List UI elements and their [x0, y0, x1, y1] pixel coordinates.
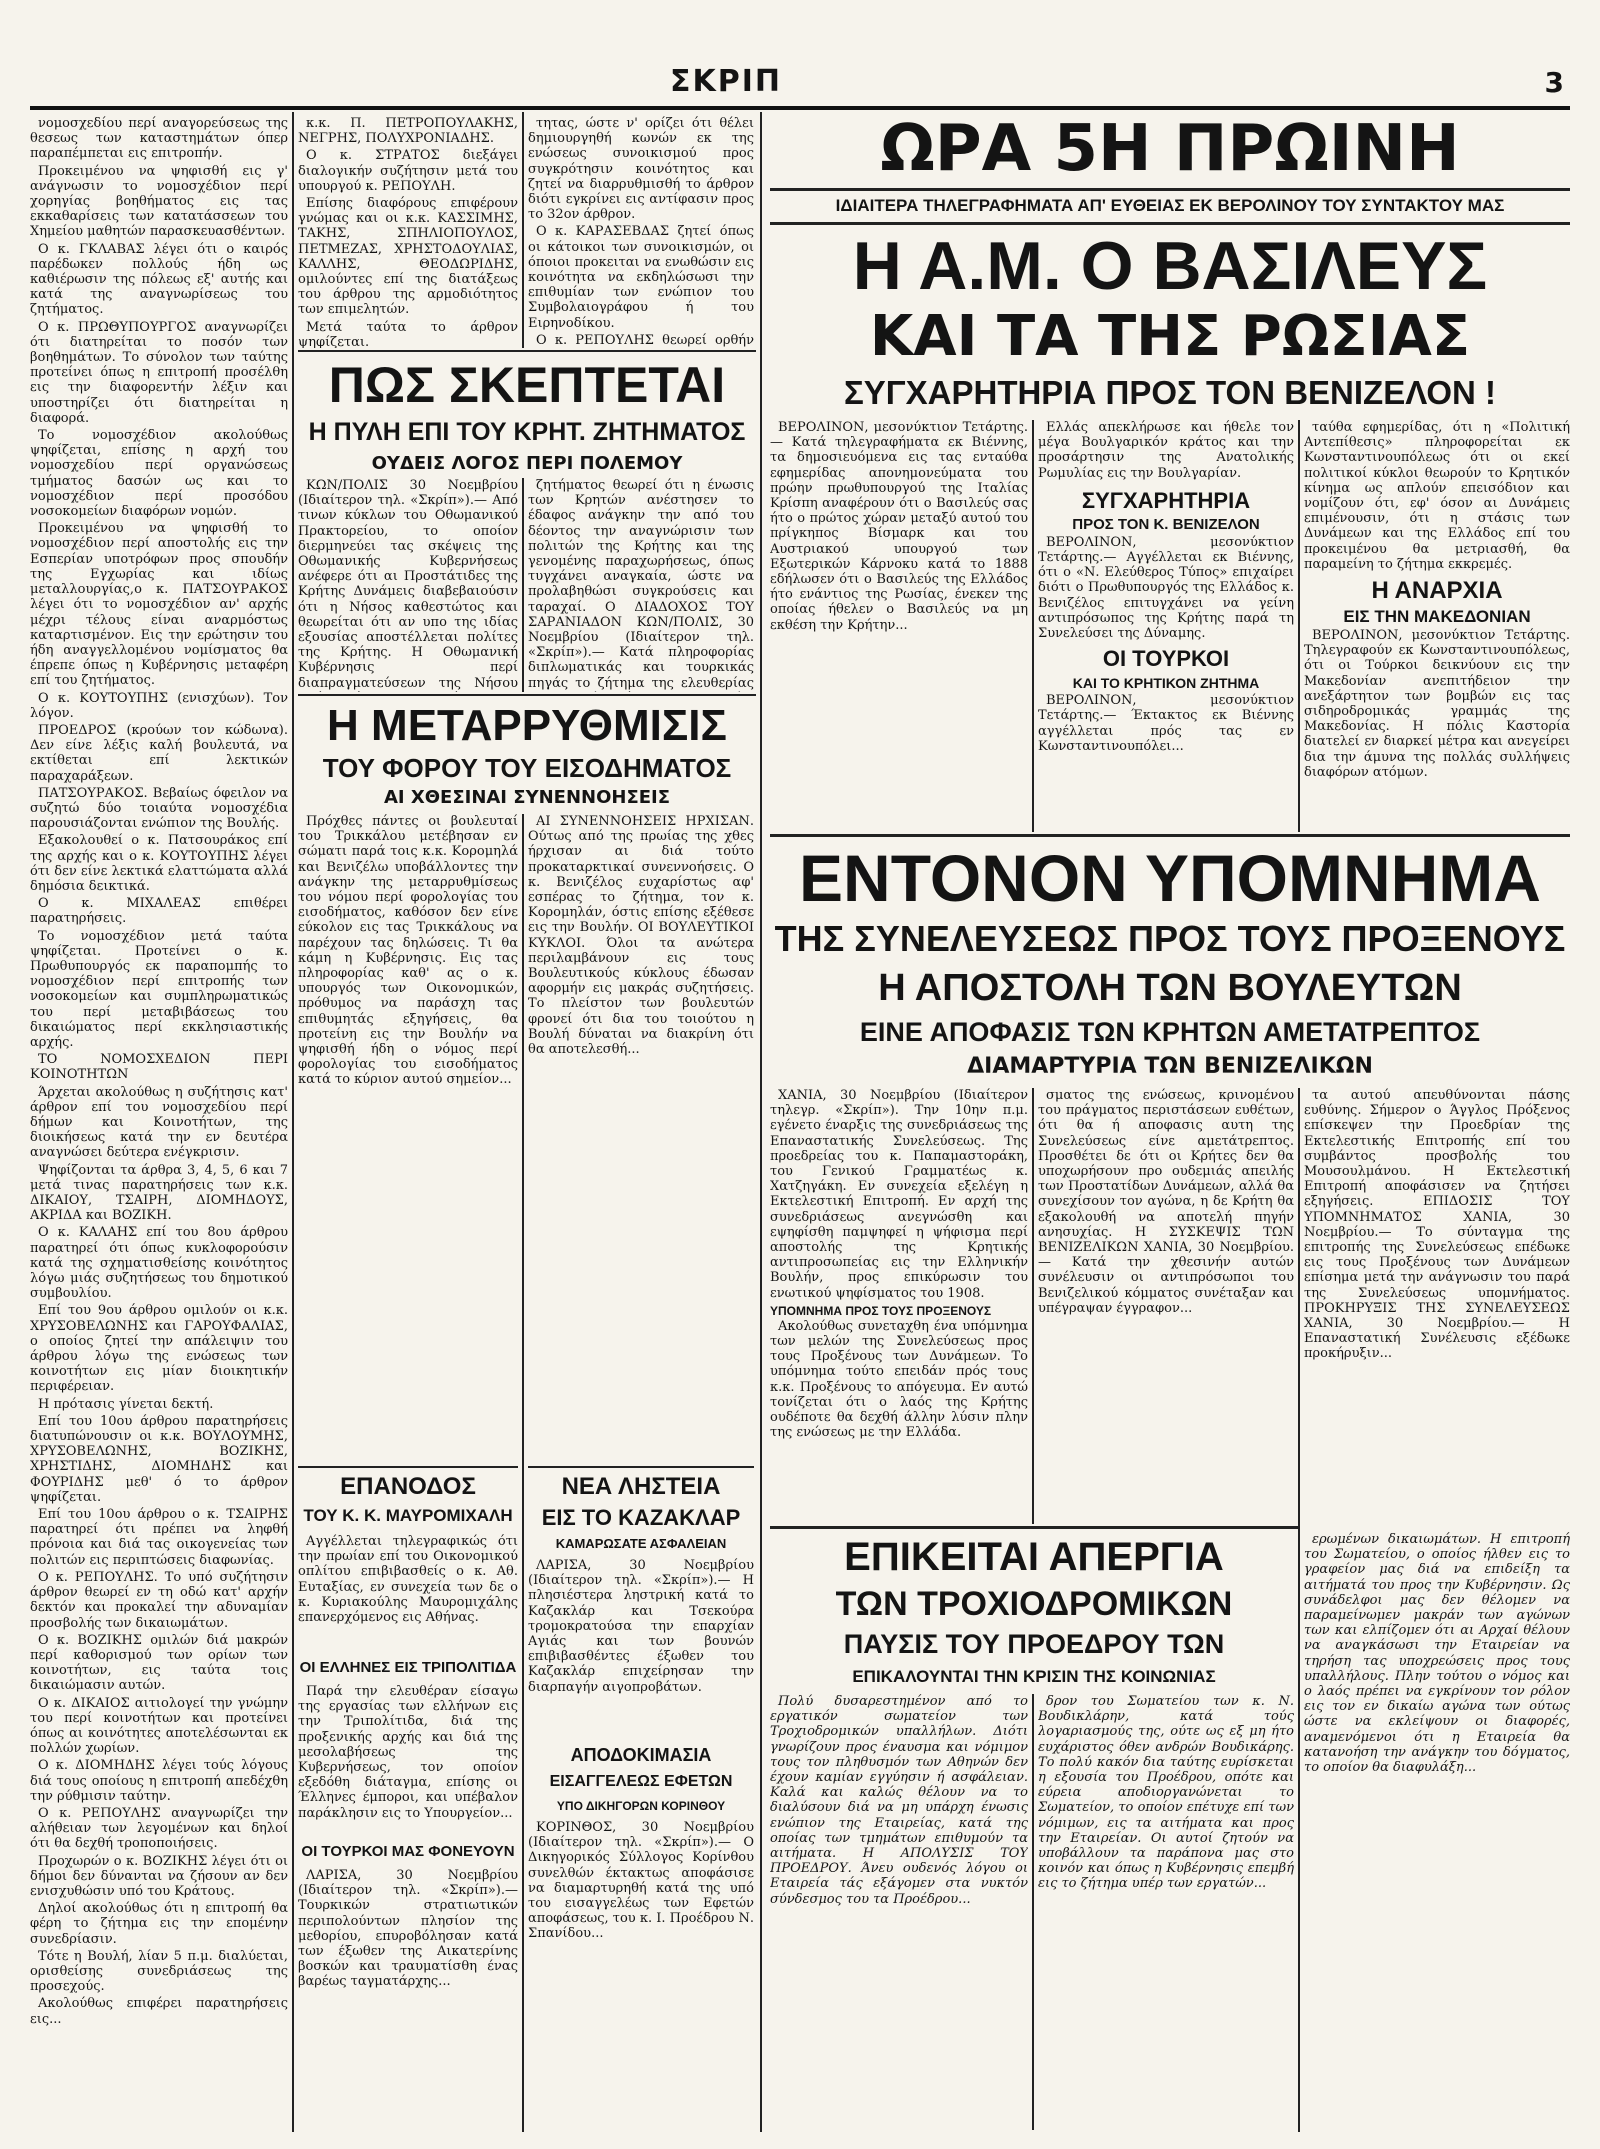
col1-paragraph: Ψηφίζονται τα άρθρα 3, 4, 5, 6 και 7 μετά τινας παρατηρήσεις των κ.κ. ΔΙΚΑΙΟΥ, ΤΣΑΙΡΗ, ΔΙΟΜΗΔΟΥΣ, ΑΚΡΙΔΑ και ΒΟΖΙΚΗ. [30, 1162, 288, 1224]
strike-text-b: δρον του Σωματείου των κ. Ν. Βουδικλάρην, κατά τούς λογαριασμούς της, ούτε ως εξ μη ήτο ευχάριστος όθεν ανδρών Βουδικάρης. Το πολύ κακόν δια ταύτης ευρίσκεται η εξουσία του Προέδρου, οπότε και εύρεια αποδιοργανώνεται το Σωματείον, το οποίον επέτυχε επί των νόμιμων, εις τα αιτήματα και προς την Εταιρείαν. Οι αυτοί ζητούν να υποβάλλουν τα παράπονα μας στο κοινόν και όπως η Κυβέρνησις επεμβή εις το ζήτημα υπέρ των εργατών... [1038, 1694, 1294, 1892]
headline-epanodos: ΕΠΑΝΟΔΟΣ [340, 1473, 476, 1500]
col1-paragraph: Ακολούθως επιφέρει παρατηρήσεις εις... [30, 1996, 288, 2027]
top-col-b [1038, 420, 1294, 832]
subhead-ypomnima: ΥΠΟΜΝΗΜΑ ΠΡΟΣ ΤΟΥΣ ΠΡΟΞΕΝΟΥΣ [770, 1303, 992, 1318]
col3-paragraph: Ο κ. ΡΕΠΟΥΛΗΣ θεωρεί ορθήν [536, 332, 754, 348]
strap-telegrams: ΙΔΙΑΙΤΕΡΑ ΤΗΛΕΓΡΑΦΗΜΑΤΑ ΑΠ' ΕΥΘΕΙΑΣ ΕΚ ΒΕΡΟΛΙΝΟΥ ΤΟΥ ΣΥΝΤΑΚΤΟΥ ΜΑΣ [835, 196, 1505, 215]
column-divider [760, 112, 762, 2132]
col1-paragraph: Επί του 10ου άρθρου ο κ. ΤΣΑΙΡΗΣ παρατηρεί ότι πρέπει να ληφθή πρόνοια και διά τας οικογενείας των πολιτών εις περιπτώσεις διαφωνίας. [30, 1507, 288, 1568]
top-text-b1: Ελλάς απεκλήρωσε και ήθελε τον μέγα Βουλγαρικόν κράτος και την προσάρτησιν της Ανατολικής Ρωμυλίας εις την Βουλγαρίαν. [1038, 420, 1294, 481]
strike-col-b [1038, 1694, 1294, 2130]
col1-paragraph: Το νομοσχέδιον μετά ταύτα ψηφίζεται. Προτείνει ο κ. Πρωθυπουργός εκ παραπομπής το νομοσχέδιον περί επιτροπής των νοσοκομείων και συμπληρωματικώς του περί μεταβιβάσεως του δικαιώματος περί εκκλησιαστικής αρχής. [30, 928, 288, 1050]
strike-text-c: ερωμένων δικαιωμάτων. Η επιτροπή του Σωματείου, ο οποίος ήλθεν εις το γραφείον μας διά να επιδείξη τα αιτήματά του προς την Κυβέρνησιν. Ως συνάδελφοι μας δεν θέλομεν να παραμείνωμεν μακράν των αγώνων των και ελπίζομεν ότι αι Αρχαί θέλουν να αναγκάσωσι την Εταιρείαν να τηρήση τας υποχρεώσεις προς τους υπαλλήλους. Πλην τούτου ο νόμος και ο λαός πρέπει να εγκρίνουν τον ρόλον εις τον εν δικαίω αγώνα των ούτως ώστε να εκλείψουν οι διαφορές, αναμενόμενοι ότι η Εταιρεία θα κατανοήση την ανάγκην του δόγματος, το οποίον θα διαφυλάξη... [1304, 1532, 1570, 1776]
headline-pafsis-proedrou: ΠΑΥΣΙΣ ΤΟΥ ΠΡΟΕΔΡΟΥ ΤΩΝ [843, 1629, 1225, 1659]
headline-skepteti: ΠΩΣ ΣΚΕΠΤΕΤΑΙ [328, 357, 726, 413]
col1-paragraph: ΤΟ ΝΟΜΟΣΧΕΔΙΟΝ ΠΕΡΙ ΚΟΙΝΟΤΗΤΩΝ [30, 1052, 288, 1083]
left-column-3-paragraphs [528, 116, 754, 348]
headline-mavromichali: ΤΟΥ Κ. Κ. ΜΑΥΡΟΜΙΧΑΛΗ [303, 1506, 513, 1525]
subhead-asfaleian: ΚΑΜΑΡΩΣΑΤΕ ΑΣΦΑΛΕΙΑΝ [555, 1536, 727, 1551]
listeia-paragraph: ΛΑΡΙΣΑ, 30 Νοεμβρίου (Ιδιαίτερον τηλ. «Σκρίπ»).— Η πλησιέστερα ληστρική κατά το Καζακλάρ και Τσεκούρα τρομοκρατούσα την επαρχίαν Αγιάς και των βουνών επιβιβασθέντες έξωθεν του Καζακλάρ επιχείρησαν την διαρπαγήν αιγοπροβάτων. [528, 1558, 754, 1695]
col1-paragraph: Άρχεται ακολούθως η συζήτησις κατ' άρθρον επί του νομοσχεδίου περί δήμων και Κοινοτήτων, της διοικήσεως κατά την εν δευτέρα αναγνώσει δεύτερα ενέγκρισιν. [30, 1084, 288, 1161]
section-rule [298, 1466, 518, 1468]
ent-text-b: σματος της ενώσεως, κρινομένου του πράγματος περιστάσεων ευθέτων, ότι θα ή αποφασις αυτη της Συνελεύσεως είνε αμετάτρεπτος. Προσθέτει δε ότι οι Κρήτες δεν θα υποχωρήσουν προ ουδεμιάς απειλής των Προστατίδων Δυνάμεων, αλλά θα συνεχίσουν τον αγώνα, η δε Κρήτη θα εξακολουθή να αποτελή πηγήν ανησυχίας. Η ΣΥΣΚΕΨΙΣ ΤΩΝ ΒΕΝΙΖΕΛΙΚΩΝ ΧΑΝΙΑ, 30 Νοεμβρίου.— Κατά την χθεσινήν αυτών συνέλευσιν οι αντιπρόσωποι του Βενιζελικού κόμματος συνέταξαν και υπέγραψαν έγγραφον... [1038, 1088, 1294, 1316]
newspaper-name: ΣΚΡΙΠ [670, 64, 782, 99]
col1-paragraph: Ο κ. ΚΟΥΤΟΥΠΗΣ (ενισχύων). Τον λόγον. [30, 690, 288, 721]
strike-text-a: Πολύ δυσαρεστημένον από το εργατικόν σωματείον των Τροχιοδρομικών υπαλλήλων. Διότι γνωρίζουν προς έναυσμα και νόμιμον τους τον πληθυσμόν των Αθηνών δεν έχουν καμίαν εγγύησιν ή ασφάλειαν. Καλά και καλώς θέλουν να το διαλύσουν διά να μη υπάρχη ένωσις ενώπιον της Εταιρείας, κατά της οποίας των τμημάτων επιθυμούν τα αιτήματα. Η ΑΠΟΛΥΣΙΣ ΤΟΥ ΠΡΟΕΔΡΟΥ. Άνευ ουδενός λόγου οι Εταιρεία τάς εξάγομεν στα νυκτόν σύνδεσμος του τα Προέδρου... [770, 1694, 1028, 1907]
headline-metarrythmisis: Η ΜΕΤΑΡΡΥΘΜΙΣΙΣ [327, 701, 727, 750]
masthead [30, 64, 1570, 104]
subhead-diamartyria: ΔΙΑΜΑΡΤΥΡΙΑ ΤΩΝ ΒΕΝΙΖΕΛΙΚΩΝ [967, 1054, 1373, 1079]
col1-paragraph: νομοσχεδίου περί αναγορεύσεως της θεσεως των καταστημάτων όπερ παραπέμπεται εις επιτροπήν. [30, 116, 288, 162]
column-divider [1032, 420, 1034, 832]
epanodos-text [298, 1534, 518, 1654]
subhead-no-war: ΟΥΔΕΙΣ ΛΟΓΟΣ ΠΕΡΙ ΠΟΛΕΜΟΥ [371, 453, 683, 474]
tourkoi-paragraph: ΛΑΡΙΣΑ, 30 Νοεμβρίου (Ιδιαίτερον τηλ. «Σκρίπ»).— Τουρκικών στρατιωτικών περιπολούντων πλησίον της μεθορίου, επυροβόλησαν κατά των έξωθεν της Αικατερίνης βοσκών και τραυματίσθη ένας βαρέως ταγματάρχης... [298, 1868, 518, 1990]
top-col-c [1304, 420, 1570, 832]
column-divider [292, 112, 294, 2132]
section-rule [770, 1526, 1298, 1529]
page-number: 3 [1544, 66, 1564, 99]
column-divider [522, 112, 524, 348]
metar-col-b [528, 814, 754, 1464]
col2-paragraph: Μετά ταύτα το άρθρον ψηφίζεται. [298, 319, 518, 348]
col2-paragraph: Επίσης διαφόρους επιφέρουν γνώμας και οι κ.κ. ΚΑΣΣΙΜΗΣ, ΤΑΚΗΣ, ΣΠΗΛΙΟΠΟΥΛΟΣ, ΠΕΤΜΕΖΑΣ, ΧΡΗΣΤΟΔΟΥΛΙΑΣ, ΚΑΛΛΗΣ, ΘΕΟΔΩΡΙΔΗΣ, ομιλούντες επί της διατάξεως του άρθρου της αρμοδιότητος των επιμελητών. [298, 196, 518, 318]
left-column-1-paragraphs [30, 116, 288, 2027]
subhead-krisin-koinonias: ΕΠΙΚΑΛΟΥΝΤΑΙ ΤΗΝ ΚΡΙΣΙΝ ΤΗΣ ΚΟΙΝΩΝΙΑΣ [852, 1667, 1216, 1686]
col2-paragraph: Ο κ. ΣΤΡΑΤΟΣ διεξάγει διαλογικήν συζήτησιν μετά του υπουργού κ. ΡΕΠΟΥΛΗ. [298, 148, 518, 194]
col1-paragraph: Τότε η Βουλή, λίαν 5 π.μ. διαλύεται, ορισθείσης συνεδριάσεως της προσεχούς. [30, 1948, 288, 1995]
section-rule [528, 1466, 754, 1468]
metar-text-b: ΑΙ ΣΥΝΕΝΝΟΗΣΕΙΣ ΗΡΧΙΣΑΝ. Ούτως από της πρωίας της χθες ήρχισαν αι διά τούτο προκαταρκτικαί συνεννοήσεις. Ο κ. Βενιζέλος ευχαρίστως αφ' εσπέρας το ζήτημα, τον κ. Κορομηλάν, όστις επίσης εξέθεσε εις την Βουλήν. ΟΙ ΒΟΥΛΕΥΤΙΚΟΙ ΚΥΚΛΟΙ. Όλοι τα ανώτερα περιλαμβάνουν εις τους Βουλευτικούς κύκλους έδωσαν αφορμήν εις μακράς συζητήσεις. Το πλείστον των βουλευτών φρονεί ότι δια του τοιούτου η Βουλή δύναται να διακρίνη ότι θα αποτελεσθή... [528, 814, 754, 1058]
section-rule [298, 694, 756, 696]
headline-anarchia: Η ΑΝΑΡΧΙΑ [1371, 577, 1503, 605]
col1-paragraph: Προκειμένου να ψηφισθή το νομοσχέδιον περί αποστολής εις την Εσπερίαν υποτρόφων προς σπουδήν της Εγχωρίας και ιδίως μεταλλουργίας,ο κ. ΠΑΤΣΟΥΡΑΚΟΣ λέγει ότι το νομοσχέδιον αν' αρχής μέχρι τέλους είναι αναρμόστως καταρτισμένον. Εις την ερώτησιν του ήδη αναγγελλομένου νομίσματος θα έπρεπε όπως η Κυβέρνησις μεταφέρη επί του ζητήματος. [30, 521, 288, 689]
ent-col-b [1038, 1088, 1294, 1524]
top-text-c2: ΒΕΡΟΛΙΝΟΝ, μεσονύκτιον Τετάρτης. Τηλεγραφούν εκ Κωνσταντινουπόλεως, ότι οι Τούρκοι δεικνύουν εις την Μακεδονίαν ανεπιτήδειον την ανεξάρτητον των βομβών εις τας σιδηροδρομικάς γραμμάς της Μακεδονίας. Η πόλις Καστορία διατελεί εν διαρκεί μέτρα και ανεγείρει δια την άμυνα της πολλάς συλλήψεις διαφόρων ατόμων. [1304, 628, 1570, 780]
ent-text-a1: ΧΑΝΙΑ, 30 Νοεμβρίου (Ιδιαίτερον τηλεγρ. «Σκρίπ»). Την 10ην π.μ. εγένετο έναρξις της συνεδριάσεως της Επαναστατικής Συνελεύσεως. Της προεδρείας του κ. Παπαμαστοράκη, του Γενικού Γραμματέως κ. Χατζηγάκη. Εν συνεχεία εξελέγη η Εκτελεστική Επιτροπή. Εν αρχή της συνεδριάσεως ανεγνώσθη και εψηφίσθη παμψηφεί η ψήφισμα περί αποστολής της Κρητικής αντιπροσωπείας εις την Ελληνικήν Βουλήν, προς επικύρωσιν του ενωτικού ψηφίσματος του 1908. [770, 1088, 1028, 1301]
strike-col-c [1304, 1532, 1570, 2130]
col1-paragraph: Επί του 10ου άρθρου παρατηρήσεις διατυπώνουσιν οι κ.κ. ΒΟΥΛΟΥΜΗΣ, ΧΡΥΣΟΒΕΛΩΝΗΣ, ΒΟΖΙΚΗΣ, ΧΡΗΣΤΙΔΗΣ, ΔΙΟΜΗΔΗΣ και ΦΟΥΡΙΔΗΣ μεθ' ό το άρθρον ψηφίζεται. [30, 1413, 288, 1505]
tourkoi-text [298, 1868, 518, 2130]
ent-text-a2: Ακολούθως συνεταχθη ένα υπόμνημα των μελών της Συνελεύσεως προς τους Προξένους των Δυνάμεων. Το υπόμνημα τούτο επειδάν πρός τους κ.κ. Προξένους το απόγευμα. Εν αυτώ τονίζεται ότι ο λαός της Κρήτης ουδέποτε θα δεχθή άλλην λύσιν πλην της ενώσεως με την Ελλάδα. [770, 1318, 1028, 1441]
column-divider [522, 814, 524, 2132]
column-divider [1298, 420, 1300, 832]
col1-paragraph: Ο κ. ΓΚΛΑΒΑΣ λέγει ότι ο καιρός παρέδωκεν πολλούς ήδη ως καθιέρωσιν της πόλεως εξ' αυτής και κατά της αναγνωρίσεως του ζητήματος. [30, 241, 288, 318]
headline-kazaklar: ΕΙΣ ΤΟ ΚΑΖΑΚΛΑΡ [541, 1505, 741, 1530]
headline-pros-venizelon: ΠΡΟΣ ΤΟΝ Κ. ΒΕΝΙΖΕΛΟΝ [1072, 515, 1260, 533]
col3-paragraph: τητας, ώστε ν' ορίζει ότι θέλει δημιουργηθή κωνών εκ της ενώσεως συνοικισμού προς συγκρότησιν κοινότητος και ζητεί να διαρρυθμισθή το άρθρον διότι εγκρίνει εις αντίφασιν προς το 32ον άρθρον. [528, 116, 754, 223]
headline-apodokimasia: ΑΠΟΔΟΚΙΜΑΣΙΑ [570, 1745, 712, 1765]
headline-nea-listeia: ΝΕΑ ΛΗΣΤΕΙΑ [561, 1473, 721, 1500]
headline-synelefseos: ΤΗΣ ΣΥΝΕΛΕΥΣΕΩΣ ΠΡΟΣ ΤΟΥΣ ΠΡΟΞΕΝΟΥΣ [774, 918, 1566, 959]
tripolitida-paragraph: Παρά την ελευθέραν είσαγω της εργασίας των ελλήνων εις την Τριπολίτιδα, διά της προξενικής αρχής και διά της μεσολαβήσεως της Κυβερνήσεως, τον οποίον εξεδόθη διάταγμα, επίσης οι Έλληνες έμποροι, και υπέβαλον παράκλησιν εις το Υπουργείον... [298, 1684, 518, 1821]
top-text-c1: ταύθα εφημερίδας, ότι η «Πολιτική Αντεπίθεσις» πληροφορείται εκ Κωνσταντινουπόλεως ότι οι εκεί πολιτικοί κύκλοι θεωρούν το Κρητικόν κίνημα ως απλούν επεισόδιον και νομίζουν ότι, εφ' όσον αι Δυνάμεις επιμένουσιν, ότι η στάσις των Δυνάμεων και της Ελλάδος επί του προκειμένου θα μετριασθή, θα παραμείνη το ζήτημα εκκρεμές. [1304, 420, 1570, 572]
headline-oi-tourkoi: ΟΙ ΤΟΥΡΚΟΙ [1102, 646, 1230, 672]
skept-col-b [528, 478, 754, 692]
col1-paragraph: ΠΡΟΕΔΡΟΣ (κρούων τον κώδωνα). Δεν είνε λέξις καλή βουλευτά, να εκτίθεται επί λεκτικών παραχαράξεων. [30, 722, 288, 784]
col1-paragraph: Εξακολουθεί ο κ. Πατσουράκος επί της αρχής και ο κ. ΚΟΥΤΟΥΠΗΣ λέγει ότι δεν είνε λεκτικά ελαττώματα αλλά δημόσια δεικτικά. [30, 833, 288, 894]
metar-text-a: Πρόχθες πάντες οι βουλευταί του Τρικκάλου μετέβησαν εν σώματι παρά τοις κ.κ. Κορομηλά και Βενιζέλω υποβάλλοντες την ανάγκην της μεταρρυθμίσεως του νόμου περί φορολογίας του εισοδήματος, καθόσον δεν είνε εύκολον εις τας Τρικκάλους να παρέχουν τας δηλώσεις. Τι θα κάμη η Κυβέρνησις. Εις τας πληροφορίας καθ' ας ο κ. υπουργός των Οικονομικών, πρόθυμος να παράσχη τας επιθυμητάς εξηγήσεις, θα προτείνη εις την Βουλήν να ψηφισθή ήδη ο νόμος περί φορολογίας του εισοδήματος κατά το κύριον αυτού σημείον... [298, 814, 518, 1088]
headline-apergia: ΕΠΙΚΕΙΤΑΙ ΑΠΕΡΓΙΑ [844, 1535, 1224, 1579]
left-column-2-paragraphs [298, 116, 518, 348]
top-col-a [770, 420, 1028, 832]
headline-trochiodromikon: ΤΩΝ ΤΡΟΧΙΟΔΡΟΜΙΚΩΝ [835, 1585, 1233, 1623]
headline-sygcharitiria: ΣΥΓΧΑΡΗΤΗΡΙΑ ΠΡΟΣ ΤΟΝ ΒΕΝΙΖΕΛΟΝ ! [843, 374, 1496, 411]
col1-paragraph: Ο κ. ΒΟΖΙΚΗΣ ομιλών διά μακρών περί καθορισμού των ορίων των κοινοτήτων, εις ταύτα τοις δικαιώμασιν αυτών. [30, 1632, 288, 1694]
headline-forou: ΤΟΥ ΦΟΡΟΥ ΤΟΥ ΕΙΣΟΔΗΜΑΤΟΣ [322, 753, 732, 783]
skept-text-a: ΚΩΝ/ΠΟΛΙΣ 30 Νοεμβρίου (Ιδιαίτερον τηλ. «Σκρίπ»).— Από τινων κύκλων του Οθωμανικού Πρακτορείου, το οποίον διερμηνεύει τας σκέψεις της Οθωμανικής Κυβερνήσεως ανέφερε ότι αι Προστάτιδες της Κρήτης Δυνάμεις διαβεβαιούσιν ότι η Νήσος καθεστώτος και θεωρείται ότι αν υπο της ιδίας εξουσίας αποστέλλεται πολίτες της Κρήτης. Η Οθωμανική Κυβέρνησις περί διαπραγματεύσεων της Νήσου [298, 478, 518, 691]
col3-paragraph: Ο κ. ΚΑΡΑΣΕΒΔΑΣ ζητεί όπως οι κάτοικοι των συνοικισμών, οι όποιοι προκειται να ενωθώσιν εις κοινότητα να εκδηλώσωσι την επιθυμίαν των ενώπιον του Συμβολαιογράφου ή του Ειρηνοδίκου. [528, 224, 754, 331]
headline-makedonian: ΕΙΣ ΤΗΝ ΜΑΚΕΔΟΝΙΑΝ [1343, 607, 1531, 627]
left-column-2-top [298, 116, 518, 348]
section-rule [770, 222, 1570, 225]
ent-col-a [770, 1088, 1028, 1524]
col1-paragraph: Προκειμένου να ψηφισθή εις γ' ανάγνωσιν το νομοσχέδιον περί χορηγίας βοηθήματος εις τας εκκαθαρίσεις των κατατάσσεων του Χημείου μαθητών παρασκευασθέντων. [30, 163, 288, 240]
listeia-text [528, 1558, 754, 1738]
col1-paragraph: Ο κ. ΚΑΛΑΗΣ επί του 8ου άρθρου παρατηρεί ότι όπως κυκλοφορούσιν κατά της σχηματισθείσης κοινότητος λόγω μιάς συζητήσεως του δημοτικού συμβουλίου. [30, 1225, 288, 1302]
top-text-b2: ΒΕΡΟΛΙΝΟΝ, μεσονύκτιον Τετάρτης.— Αγγέλλεται εκ Βιέννης, ότι ο «Ν. Ελεύθερος Τύπος» επιχαίρει διότι ο Πρωθυπουργός της Ελλάδος κ. Βενιζέλος επιτυγχάνει να γείνη αντιπρόσωπος της Κρήτης παρά τη Συνελεύσει της Δύναμης. [1038, 534, 1294, 642]
strike-col-a [770, 1694, 1028, 2130]
column-divider [1298, 1088, 1300, 2132]
headline-apostoli: Η ΑΠΟΣΤΟΛΗ ΤΩΝ ΒΟΥΛΕΥΤΩΝ [878, 967, 1462, 1009]
metar-col-a [298, 814, 518, 1464]
top-text-a: ΒΕΡΟΛΙΝΟΝ, μεσονύκτιον Τετάρτης.— Κατά τηλεγραφήματα εκ Βιέννης, τα δημοσιευόμενα εις τας ενταύθα εφημερίδας απονημονεύματα του πρώην πρωθυπουργού της Ιταλίας Κρίσπη αναφέρουν ότι ο Βασιλεύς σας ήτο ο πρώτος χώραν μεταξύ αυτού του πρίγκηπος Βίσμαρκ και του Αυστριακού υπουργού των Εξωτερικών Κάρνοκυ κατά το 1888 εδήλωσεν ότι ο Βασιλεύς της Ελλάδος ήτο ενάντιος της Ρωσίας, ένεκεν της οποίας ήθελεν ο Βασιλεύς να μη εκθέση την Κρήτην... [770, 420, 1028, 633]
skept-text-b: ζητήματος θεωρεί ότι η ένωσις των Κρητών ανέστησεν το έδαφος ανάγκην την από του δέοντος την αναγνώρισιν των πολιτών της Κρήτης και της γενομένης παραχωρήσεως, όπως τυγχάνει αναγκαία, ώστε να προλαβηθώσι συγκρούσεις και ταραχαί. Ο ΔΙΑΔΟΧΟΣ ΤΟΥ ΣΑΡΑΝΙΑΔΟΝ ΚΩΝ/ΠΟΛΙΣ, 30 Νοεμβρίου (Ιδιαίτερον τηλ. «Σκρίπ»).— Κατά πληροφορίας διπλωματικάς και τουρκικάς πηγάς το ζήτημα της ελευθερίας [528, 478, 754, 691]
left-column-1 [30, 116, 288, 2126]
column-divider [1032, 1088, 1034, 1524]
headline-eisaggeleos: ΕΙΣΑΓΓΕΛΕΩΣ ΕΦΕΤΩΝ [549, 1773, 733, 1790]
headline-tripolitida: ΟΙ ΕΛΛΗΝΕΣ ΕΙΣ ΤΡΙΠΟΛΙΤΙΔΑ [299, 1659, 517, 1676]
headline-rosias: ΚΑΙ ΤΑ ΤΗΣ ΡΩΣΙΑΣ [869, 304, 1471, 369]
col1-paragraph: Ο κ. ΔΙΚΑΙΟΣ αιτιολογεί την γνώμην του περί κοινοτήτων και προτείνει όπως αι κοινότητες αποτελέσωνται εκ πολλών χωρίων. [30, 1695, 288, 1757]
tripolitida-text [298, 1684, 518, 1836]
ent-text-c: τα αυτού απευθύνονται πάσης ευθύνης. Σήμερον ο Άγγλος Πρόξενος επίσκεψεν την Προεδρίαν της Εκτελεστικής Επιτροπής επί του συμβάντος προσβολής του Μουσουλμάνου. Η Εκτελεστική Επιτροπή αποφάσισεν να ζητήσει εξηγήσεις. ΕΠΙΔΟΣΙΣ ΤΟΥ ΥΠΟΜΝΗΜΑΤΟΣ ΧΑΝΙΑ, 30 Νοεμβρίου.— Το σύνταγμα της επιτροπής της Συνελεύσεως επέδωκε εις τους Προξένους των Δυνάμεων επίσημα μετά την ανάγνωσιν του παρά της Συνελεύσεως υπομνήματος. ΠΡΟΚΗΡΥΞΙΣ ΤΗΣ ΣΥΝΕΛΕΥΣΕΩΣ ΧΑΝΙΑ, 30 Νοεμβρίου.— Η Επαναστατική Συνέλευσις εξέδωκε προκήρυξιν... [1304, 1088, 1570, 1362]
headline-kritikon-zitima: ΚΑΙ ΤΟ ΚΡΗΤΙΚΟΝ ΖΗΤΗΜΑ [1072, 675, 1260, 692]
col2-paragraph: κ.κ. Π. ΠΕΤΡΟΠΟΥΛΑΚΗΣ, ΝΕΓΡΗΣ, ΠΟΛΥΧΡΟΝΙΑΔΗΣ. [298, 116, 518, 147]
col1-paragraph: ΠΑΤΣΟΥΡΑΚΟΣ. Βεβαίως όφειλον να συζητώ δύο τοιαύτα νομοσχέδια παρουσιάζονται ενώπιον της Βουλής. [30, 785, 288, 832]
headline-apofasis: ΕΙΝΕ ΑΠΟΦΑΣΙΣ ΤΩΝ ΚΡΗΤΩΝ ΑΜΕΤΑΤΡΕΠΤΟΣ [859, 1017, 1481, 1047]
headline-sygcharitiria-2: ΣΥΓΧΑΡΗΤΗΡΙΑ [1081, 487, 1251, 513]
apodokimasia-paragraph: ΚΟΡΙΝΘΟΣ, 30 Νοεμβρίου (Ιδιαίτερον τηλ. «Σκρίπ»).— Ο Δικηγορικός Σύλλογος Κορίνθου συνελθών έκτακτως αποφάσισε να διαμαρτυρηθή κατά της υπό του εισαγγελέως των Εφετών αποφάσεως, του κ. Ι. Προέδρου Ν. Σπανίδου... [528, 1820, 754, 1942]
col1-paragraph: Ο κ. ΡΕΠΟΥΛΗΣ. Το υπό συζήτησιν άρθρον θεωρεί εν τη οδώ κατ' αρχήν δεκτόν και προκαλεί την αδυναμίαν προσβολής των δικαιωμάτων. [30, 1569, 288, 1631]
masthead-rule [30, 106, 1570, 110]
column-divider [1032, 1694, 1034, 2130]
column-divider [522, 478, 524, 692]
skept-col-a [298, 478, 518, 692]
ent-col-c [1304, 1088, 1570, 1524]
left-column-3-top [528, 116, 754, 348]
col1-paragraph: Ο κ. ΡΕΠΟΥΛΗΣ αναγνωρίζει την αλήθειαν των λεγομένων και δηλοί ότι θα δεχθή τροποποιήσεις. [30, 1805, 288, 1852]
col1-paragraph: Η πρότασις γίνεται δεκτή. [38, 1396, 214, 1412]
epanodos-paragraph: Αγγέλλεται τηλεγραφικώς ότι την πρωίαν επί του Οικονομικού οπλίτου επιβιβασθείς ο κ. Αθ. Ευταξίας, εν συνεχεία των δε ο κ. Κυριακούλης Μαυρομιχάλης επανερχόμενος εις Αθήνας. [298, 1534, 518, 1626]
col1-paragraph: Δηλοί ακολούθως ότι η επιτροπή θα φέρη το ζήτημα εις την επομένην συνεδρίασιν. [30, 1901, 288, 1947]
col1-paragraph: Προχωρών ο κ. ΒΟΖΙΚΗΣ λέγει ότι οι δήμοι δεν δύνανται να ζήσουν αν δεν ενισχυθώσιν υπό του Κράτους. [30, 1853, 288, 1899]
headline-pyli: Η ΠΥΛΗ ΕΠΙ ΤΟΥ ΚΡΗΤ. ΖΗΤΗΜΑΤΟΣ [308, 418, 746, 446]
col1-paragraph: Ο κ. ΠΡΩΘΥΠΟΥΡΓΟΣ αναγνωρίζει ότι διατηρείται το ποσόν των βοηθημάτων. Το σύνολον των ταύτης προτείνει όπως η επιτροπή προσέλθη εις την διαφορεντήν λέξιν και υποστηρίζει ότι διατηρείται η διαφορά. [30, 319, 288, 426]
headline-vasilefs: Η Α.Μ. Ο ΒΑΣΙΛΕΥΣ [852, 228, 1488, 304]
subhead-synennoiseis: ΑΙ ΧΘΕΣΙΝΑΙ ΣΥΝΕΝΝΟΗΣΕΙΣ [383, 787, 671, 808]
col1-paragraph: Ο κ. ΜΙΧΑΛΕΑΣ επιθέρει παρατηρήσεις. [30, 896, 288, 927]
section-rule [298, 350, 756, 352]
col1-paragraph: Το νομοσχέδιον ακολούθως ψηφίζεται, επίσης η αρχή του νομοσχεδίου περί οργανώσεως τμήματος δασών ως και το νομοσχέδιον περί προσόδου νοσοκομείων διαφόρων νομών. [30, 428, 288, 520]
col1-paragraph: Επί του 9ου άρθρου ομιλούν οι κ.κ. ΧΡΥΣΟΒΕΛΩΝΗΣ και ΓΑΡΟΥΦΑΛΙΑΣ, ο οποίος ζητεί την απάλειψιν του άρθρου λόγω της ενώσεως των κοινοτήτων εις μίαν διοικητικήν περιφέρειαν. [30, 1303, 288, 1395]
banner-ora-5: ΩΡΑ 5Η ΠΡΩΙΝΗ [880, 112, 1460, 186]
subhead-korinthou: ΥΠΟ ΔΙΚΗΓΟΡΩΝ ΚΟΡΙΝΘΟΥ [556, 1799, 726, 1813]
section-rule [770, 834, 1570, 837]
top-text-b3: ΒΕΡΟΛΙΝΟΝ, μεσονύκτιον Τετάρτης.— Έκτακτος εκ Βιέννης αγγέλλεται πρός τας εν Κωνσταντινουπόλει... [1038, 693, 1294, 754]
headline-entonon: ΕΝΤΟΝΟΝ ΥΠΟΜΝΗΜΑ [799, 841, 1541, 915]
section-rule [770, 188, 1570, 191]
col1-paragraph: Ο κ. ΔΙΟΜΗΔΗΣ λέγει τούς λόγους διά τους οποίους η επιτροπή απεδέχθη την ρύθμισιν ταύτην. [30, 1758, 288, 1804]
apodokimasia-text [528, 1820, 754, 2130]
headline-tourkoi-fonevoun: ΟΙ ΤΟΥΡΚΟΙ ΜΑΣ ΦΟΝΕΥΟΥΝ [301, 1843, 515, 1860]
